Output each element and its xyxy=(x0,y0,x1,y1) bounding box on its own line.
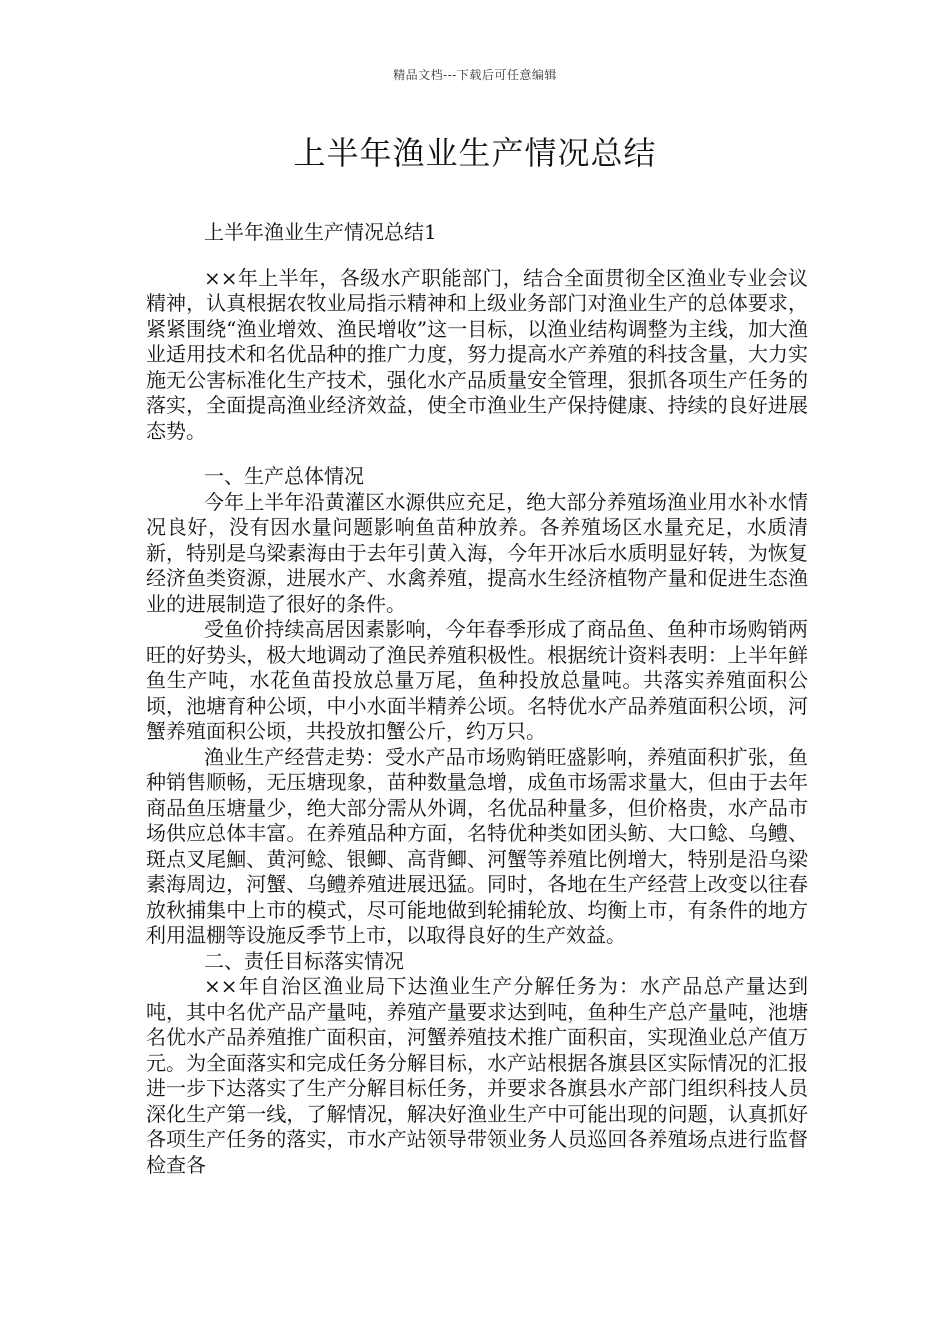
section-2-heading: 二、责任目标落实情况 xyxy=(204,948,404,973)
subtitle: 上半年渔业生产情况总结1 xyxy=(204,220,437,244)
section-1-heading: 一、生产总体情况 xyxy=(204,464,364,488)
document-body xyxy=(146,220,808,1178)
section-1-paragraph-2: 受鱼价持续高居因素影响，今年春季形成了商品鱼、鱼种市场购销两旺的好势头，极大地调动了渔民养殖积极性。根据统计资料表明：上半年鲜鱼生产吨，水花鱼苗投放总量万尾，鱼种投放总量吨。共落实养殖面积公顷，池塘育种公顷，中小水面半精养公顷。名特优水产品养殖面积公顷，河蟹养殖面积公顷，共投放扣蟹公斤，约万只。 xyxy=(146,617,808,743)
intro-paragraph: ××年上半年，各级水产职能部门，结合全面贯彻全区渔业专业会议精神，认真根据农牧业局指示精神和上级业务部门对渔业生产的总体要求，紧紧围绕“渔业增效、渔民增收”这一目标，以渔业结构调整为主线，加大渔业适用技术和名优品种的推广力度，努力提高水产养殖的科技含量，大力实施无公害标准化生产技术，强化水产品质量安全管理，狠抓各项生产任务的落实，全面提高渔业经济效益，使全市渔业生产保持健康、持续的良好进展态势。 xyxy=(146,265,808,443)
section-1-paragraph-3: 渔业生产经营走势：受水产品市场购销旺盛影响，养殖面积扩张，鱼种销售顺畅，无压塘现象，苗种数量急增，成鱼市场需求量大，但由于去年商品鱼压塘量少，绝大部分需从外调，名优品种量多，但价格贵，水产品市场供应总体丰富。在养殖品种方面，名特优种类如团头鲂、大口鲶、乌鳢、斑点叉尾鮰、黄河鲶、银鲫、高背鲫、河蟹等养殖比例增大，特别是沿乌梁素海周边，河蟹、乌鳢养殖进展迅猛。同时，各地在生产经营上改变以往春放秋捕集中上市的模式，尽可能地做到轮捕轮放、均衡上市，有条件的地方利用温棚等设施反季节上市，以取得良好的生产效益。 xyxy=(146,744,808,947)
section-2-paragraph-1: ××年自治区渔业局下达渔业生产分解任务为：水产品总产量达到吨，其中名优产品产量吨，养殖产量要求达到吨，鱼种生产总产量吨，池塘名优水产品养殖推广面积亩，河蟹养殖技术推广面积亩，实现渔业总产值万元。为全面落实和完成任务分解目标，水产站根据各旗县区实际情况的汇报进一步下达落实了生产分解目标任务，并要求各旗县水产部门组织科技人员深化生产第一线，了解情况，解决好渔业生产中可能出现的问题，认真抓好各项生产任务的落实，市水产站领导带领业务人员巡回各养殖场点进行监督检查各 xyxy=(146,974,808,1177)
section-1-paragraph-1: 今年上半年沿黄灌区水源供应充足，绝大部分养殖场渔业用水补水情况良好，没有因水量问题影响鱼苗种放养。各养殖场区水量充足，水质清新，特别是乌梁素海由于去年引黄入海，今年开冰后水质明显好转，为恢复经济鱼类资源，进展水产、水禽养殖，提高水生经济植物产量和促进生态渔业的进展制造了很好的条件。 xyxy=(146,489,808,616)
page-header-note: 精品文档---下载后可任意编辑 xyxy=(393,68,557,82)
document-title: 上半年渔业生产情况总结 xyxy=(293,134,657,172)
